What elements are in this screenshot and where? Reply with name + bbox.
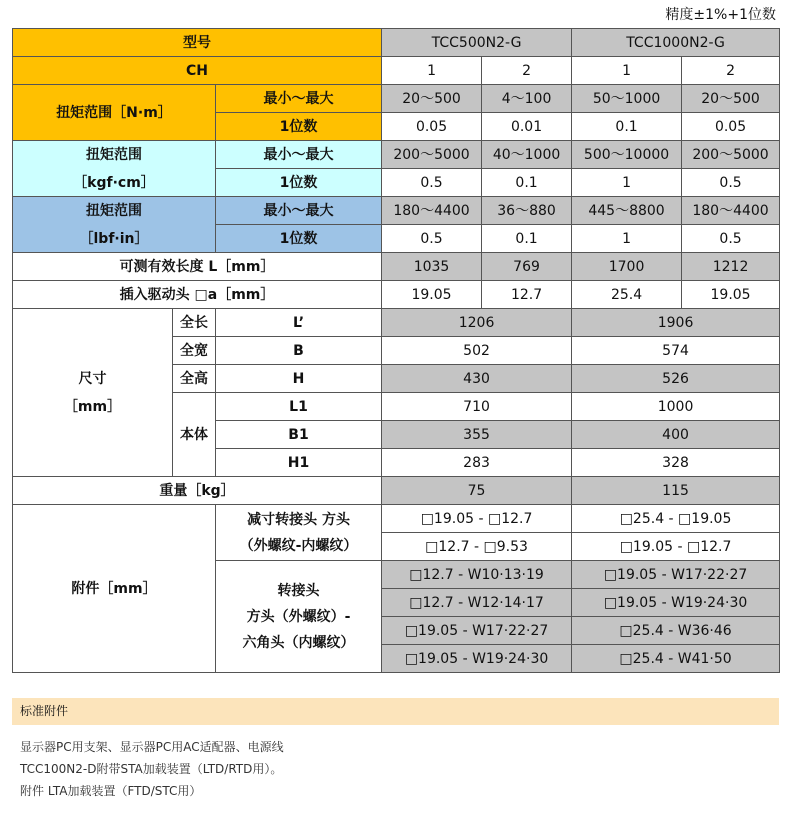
effective-length-value: 1035: [382, 253, 482, 281]
torque-kgf-label-line2: ［kgf·cm］: [73, 174, 155, 191]
dimension-value: 1206: [382, 309, 572, 337]
weight-row: [13, 477, 780, 505]
dimension-value: 1000: [572, 393, 780, 421]
dimension-symbol: B1: [216, 421, 382, 449]
dimension-row: [13, 309, 780, 337]
digit-label: 1位数: [216, 169, 382, 197]
effective-length-value: 769: [482, 253, 572, 281]
dimensions-label-line2: ［mm］: [63, 398, 122, 415]
torque-kgf-label-line1: 扭矩范围: [86, 146, 142, 163]
ch-value: 1: [572, 57, 682, 85]
dimension-value: 328: [572, 449, 780, 477]
reducer-value: □19.05 - □12.7: [382, 505, 572, 533]
ch-value: 1: [382, 57, 482, 85]
adapter-label-line3: 六角头（内螺纹）: [242, 634, 355, 651]
model-tcc1000: TCC1000N2-G: [572, 29, 780, 57]
reducer-value: □12.7 - □9.53: [382, 533, 572, 561]
torque-kgf-digit: 0.5: [382, 169, 482, 197]
drive-head-value: 19.05: [382, 281, 482, 309]
torque-kgf-digit: 0.1: [482, 169, 572, 197]
dimension-group: 全长: [173, 309, 216, 337]
adapter-value: □19.05 - W17·22·27: [382, 617, 572, 645]
adapter-label-line2: 方头（外螺纹）-: [246, 608, 351, 625]
model-label: 型号: [13, 29, 382, 57]
ch-label: CH: [13, 57, 382, 85]
torque-lbf-range: 180～4400: [382, 197, 482, 225]
dimension-symbol: B: [216, 337, 382, 365]
drive-head-row: [13, 281, 780, 309]
dimension-symbol: L’: [216, 309, 382, 337]
range-label: 最小～最大: [216, 85, 382, 113]
torque-kgf-label: [13, 141, 216, 197]
accessories-label: 附件［mm］: [13, 505, 216, 673]
ch-row: [13, 57, 780, 85]
dimension-symbol: L1: [216, 393, 382, 421]
digit-label: 1位数: [216, 113, 382, 141]
dimension-group: 全高: [173, 365, 216, 393]
drive-head-value: 12.7: [482, 281, 572, 309]
model-row: [13, 29, 780, 57]
adapter-value: □25.4 - W41·50: [572, 645, 780, 673]
range-label: 最小～最大: [216, 141, 382, 169]
weight-value: 115: [572, 477, 780, 505]
torque-nm-digit: 0.01: [482, 113, 572, 141]
precision-note: 精度±1%+1位数: [665, 7, 776, 23]
torque-kgf-range-row: [13, 141, 780, 169]
torque-nm-range-row: [13, 85, 780, 113]
effective-length-value: 1700: [572, 253, 682, 281]
drive-head-value: 25.4: [572, 281, 682, 309]
torque-nm-digit: 0.05: [682, 113, 780, 141]
torque-nm-range: 20～500: [682, 85, 780, 113]
adapter-value: □19.05 - W17·22·27: [572, 561, 780, 589]
effective-length-row: [13, 253, 780, 281]
torque-nm-digit: 0.05: [382, 113, 482, 141]
dimension-value: 710: [382, 393, 572, 421]
dimension-value: 400: [572, 421, 780, 449]
adapter-value: □12.7 - W10·13·19: [382, 561, 572, 589]
torque-lbf-label: [13, 197, 216, 253]
torque-nm-range: 4～100: [482, 85, 572, 113]
ch-value: 2: [482, 57, 572, 85]
digit-label: 1位数: [216, 225, 382, 253]
standard-accessories-title: 标准附件: [20, 704, 69, 718]
torque-kgf-range: 500～10000: [572, 141, 682, 169]
weight-value: 75: [382, 477, 572, 505]
dimension-value: 502: [382, 337, 572, 365]
torque-lbf-range: 36～880: [482, 197, 572, 225]
dimensions-label: [13, 309, 173, 477]
torque-lbf-range: 445～8800: [572, 197, 682, 225]
reducer-value: □19.05 - □12.7: [572, 533, 780, 561]
dimension-symbol: H1: [216, 449, 382, 477]
dimension-value: 526: [572, 365, 780, 393]
adapter-value: □25.4 - W36·46: [572, 617, 780, 645]
torque-lbf-range-row: [13, 197, 780, 225]
dimension-value: 574: [572, 337, 780, 365]
adapter-value: □19.05 - W19·24·30: [572, 589, 780, 617]
torque-lbf-label-line2: ［lbf·in］: [79, 230, 149, 247]
dimension-symbol: H: [216, 365, 382, 393]
weight-label: 重量［kg］: [13, 477, 382, 505]
reducer-row: [13, 505, 780, 533]
standard-accessories-header: [12, 698, 779, 725]
standard-accessories-line: 显示器PC用支架、显示器PC用AC适配器、电源线: [20, 740, 284, 754]
dimension-value: 283: [382, 449, 572, 477]
reducer-value: □25.4 - □19.05: [572, 505, 780, 533]
torque-lbf-digit: 1: [572, 225, 682, 253]
dimension-value: 1906: [572, 309, 780, 337]
torque-nm-label: 扭矩范围［N·m］: [13, 85, 216, 141]
dimension-group: 本体: [173, 393, 216, 477]
torque-kgf-digit: 1: [572, 169, 682, 197]
torque-kgf-range: 40～1000: [482, 141, 572, 169]
adapter-value: □19.05 - W19·24·30: [382, 645, 572, 673]
drive-head-value: 19.05: [682, 281, 780, 309]
standard-accessories-line: 附件 LTA加载装置（FTD/STC用）: [20, 784, 202, 798]
torque-nm-range: 20～500: [382, 85, 482, 113]
model-tcc500: TCC500N2-G: [382, 29, 572, 57]
effective-length-value: 1212: [682, 253, 780, 281]
spec-table: [12, 28, 780, 673]
effective-length-label: 可测有效长度 L［mm］: [13, 253, 382, 281]
dimension-group: 全宽: [173, 337, 216, 365]
dimension-value: 355: [382, 421, 572, 449]
torque-lbf-digit: 0.1: [482, 225, 572, 253]
dimension-value: 430: [382, 365, 572, 393]
torque-lbf-label-line1: 扭矩范围: [86, 202, 142, 219]
torque-kgf-digit: 0.5: [682, 169, 780, 197]
torque-lbf-digit: 0.5: [682, 225, 780, 253]
reducer-label: [216, 505, 382, 561]
torque-lbf-digit: 0.5: [382, 225, 482, 253]
torque-lbf-range: 180～4400: [682, 197, 780, 225]
drive-head-label: 插入驱动头 □a［mm］: [13, 281, 382, 309]
torque-kgf-range: 200～5000: [682, 141, 780, 169]
standard-accessories-line: TCC100N2-D附带STA加载装置（LTD/RTD用）。: [20, 762, 283, 776]
adapter-value: □12.7 - W12·14·17: [382, 589, 572, 617]
torque-kgf-range: 200～5000: [382, 141, 482, 169]
adapter-label: [216, 561, 382, 673]
torque-nm-range: 50～1000: [572, 85, 682, 113]
torque-nm-digit: 0.1: [572, 113, 682, 141]
reducer-label-line2: （外螺纹-内螺纹）: [239, 537, 358, 554]
range-label: 最小～最大: [216, 197, 382, 225]
dimensions-label-line1: 尺寸: [78, 370, 107, 387]
adapter-label-line1: 转接头: [277, 582, 320, 599]
reducer-label-line1: 减寸转接头 方头: [247, 511, 350, 528]
ch-value: 2: [682, 57, 780, 85]
